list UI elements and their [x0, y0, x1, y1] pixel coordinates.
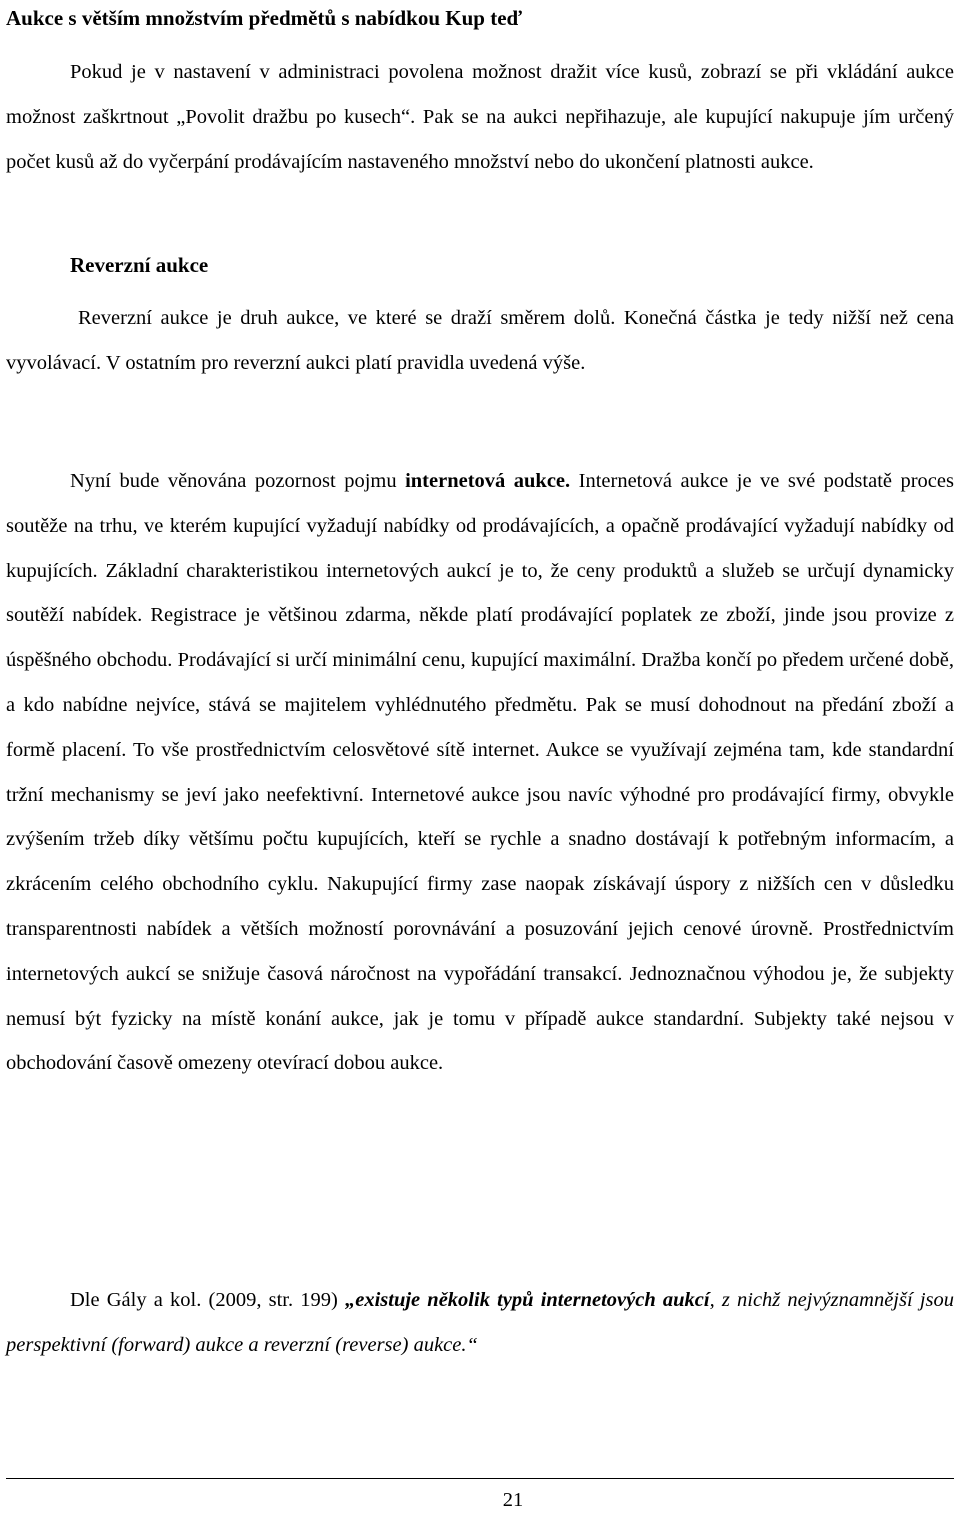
- citation-lead: Dle Gály a kol. (2009, str. 199): [70, 1289, 345, 1311]
- paragraph-reverse-auction: Reverzní aukce je druh aukce, ve které se draží směrem dolů. Konečná částka je tedy nižší než cena vyvolávací. V ostatním pro reverzní aukci platí pravidla uvedená výše.: [6, 307, 954, 374]
- subsection-heading-reverse-auction: Reverzní aukce: [70, 253, 209, 277]
- internet-auction-lead: Nyní bude věnována pozornost pojmu: [70, 470, 406, 492]
- internet-auction-body: Internetová aukce je ve své podstatě proces soutěže na trhu, ve kterém kupující vyžadují nabídky od prodávajících, a opačně prodávající vyžadují nabídky od kupujících. Základní charakteristikou internetových aukcí je to, že ceny produktů a služeb se určují dynamicky soutěží nabídek. Registrace je většinou zdarma, někde platí prodávající poplatek ze zboží, jinde jsou provize z úspěšného obchodu. Prodávající si určí minimální cenu, kupující maximální. Dražba končí po předem určené době, a kdo nabídne nejvíce, stává se majitelem vyhlédnutého předmětu. Pak se musí dohodnout na předání zboží a formě placení. To vše prostřednictvím celosvětové sítě internet. Aukce se využívají zejména tam, kde standardní tržní mechanismy se jeví jako neefektivní. Internetové aukce jsou navíc výhodné pro prodávající firmy, obvykle zvýšením tržeb díky většímu počtu kupujících, kteří se rychle a snadno dostávají k potřebným informacím, a zkrácením celého obchodního cyklu. Nakupující firmy zase naopak získávají úspory z nižších cen v důsledku transparentnosti nabídek a větších možností porovnávání a posuzování jejich cenové úrovně. Prostřednictvím internetových aukcí se snižuje časová náročnost na vypořádání transakcí. Jednoznačnou výhodou je, že subjekty nemusí být fyzicky na místě konání aukce, jak je tomu v případě aukce standardní. Subjekty také nejsou v obchodování časově omezeny otevírací dobou aukce.: [6, 470, 954, 1075]
- paragraph-citation: [6, 1278, 954, 1368]
- internet-auction-term: internetová aukce.: [405, 470, 571, 492]
- citation-quote-emphasis: „existuje několik typů internetových aukcí: [344, 1289, 710, 1311]
- page-number: 21: [502, 1489, 524, 1511]
- citation-quote-rest: , z nichž nejvýznamnější jsou perspektivní (forward) aukce a reverzní (reverse) aukce.“: [6, 1289, 954, 1356]
- section-heading: Aukce s větším množstvím předmětů s nabídkou Kup teď: [6, 6, 522, 30]
- paragraph-internet-auction: [6, 459, 954, 1086]
- paragraph-multi-item-auction: Pokud je v nastavení v administraci povolena možnost dražit více kusů, zobrazí se při vkládání aukce možnost zaškrtnout „Povolit dražbu po kusech“. Pak se na aukci nepřihazuje, ale kupující nakupuje jím určený počet kusů až do vyčerpání prodávajícím nastaveného množství nebo do ukončení platnosti aukce.: [6, 61, 954, 173]
- footer-divider: [6, 1478, 954, 1479]
